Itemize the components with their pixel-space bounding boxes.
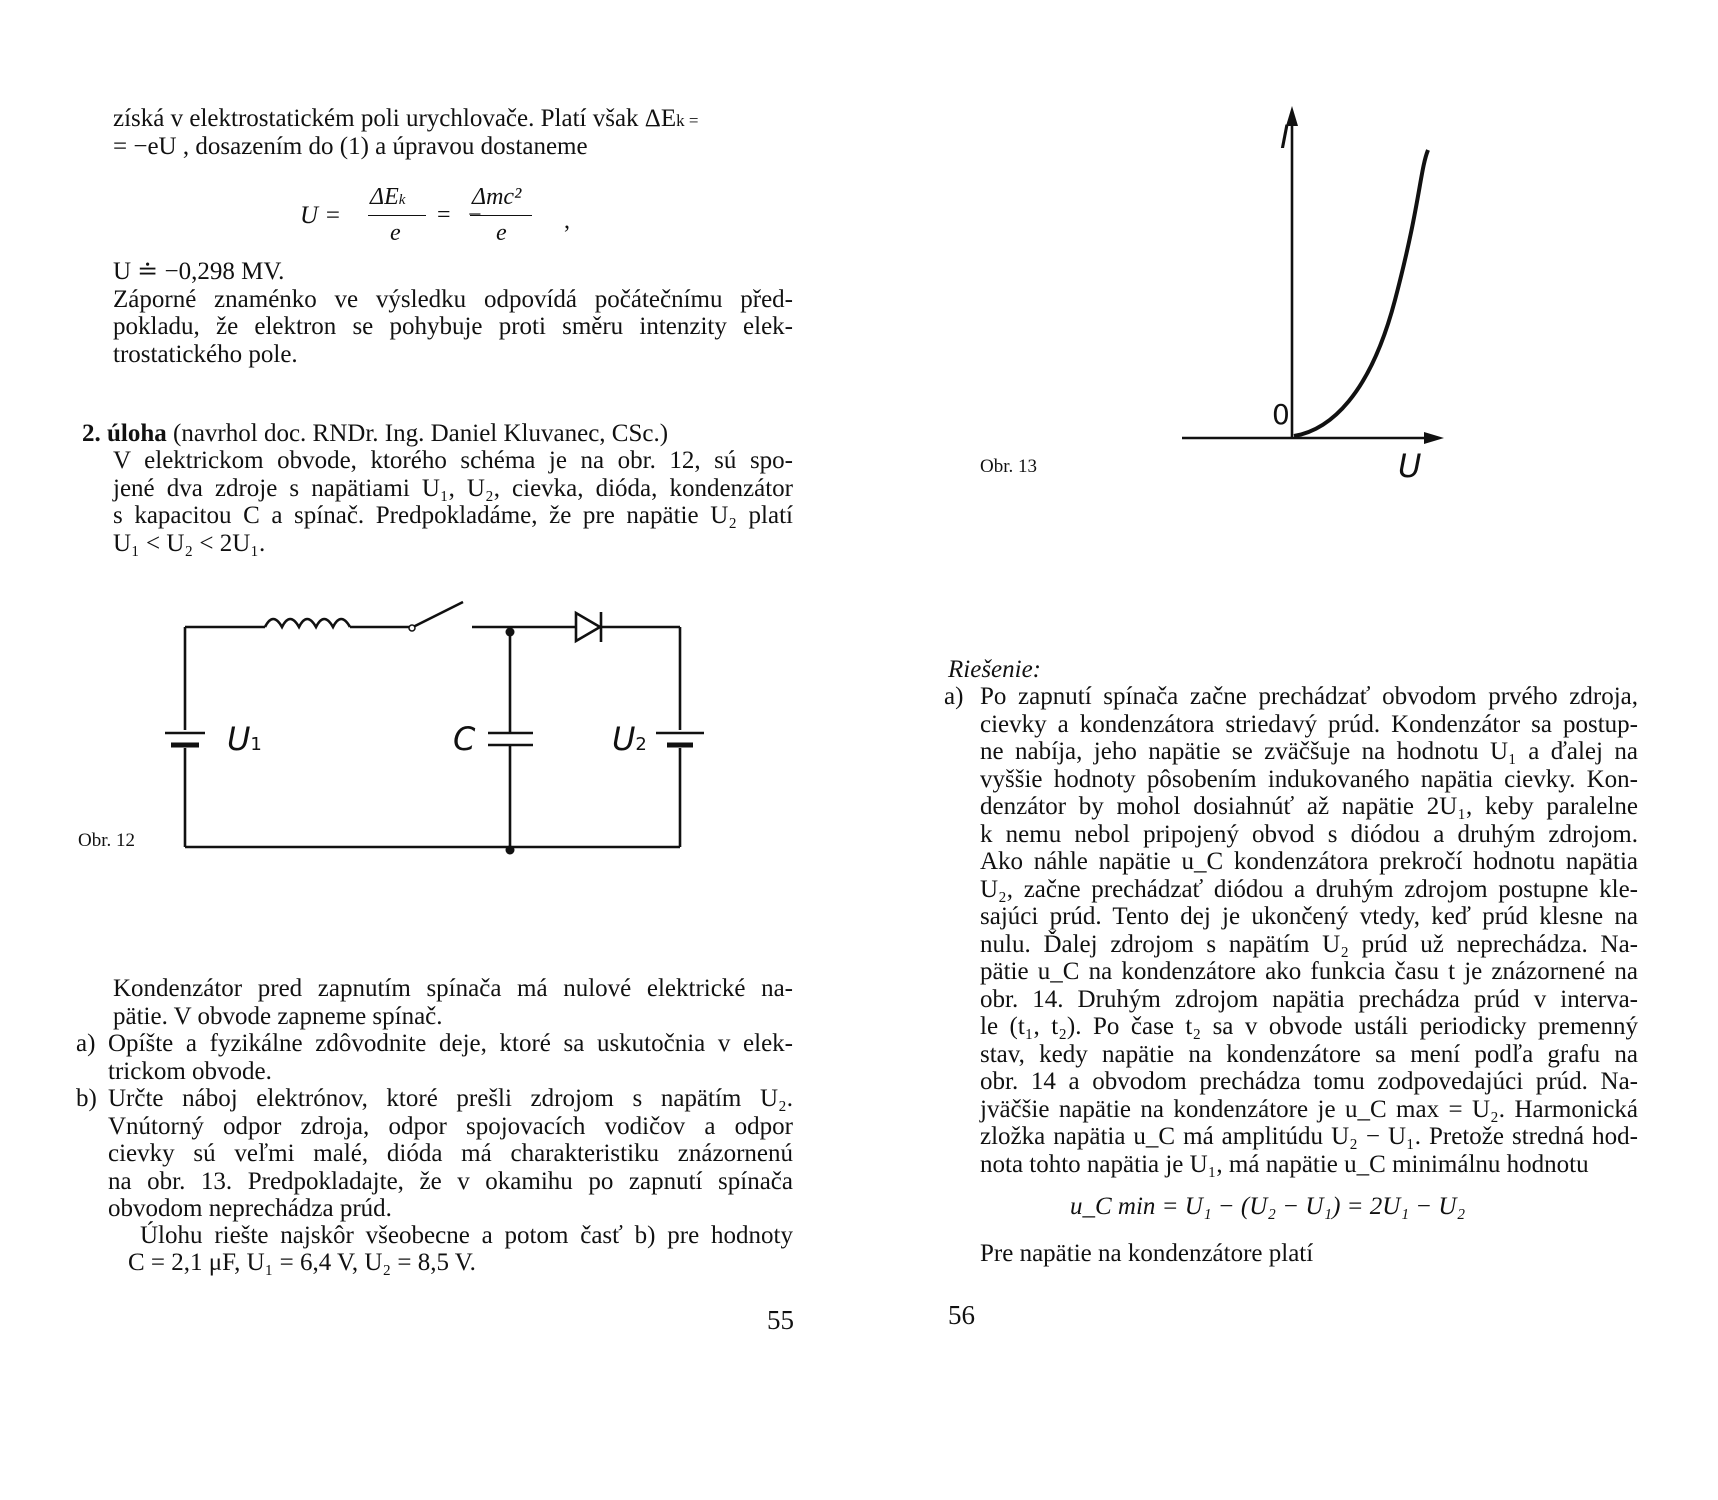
- item-a-line-2: trickom obvode.: [108, 1057, 272, 1085]
- formula-comma: ,: [564, 208, 570, 234]
- characteristic-curve: [1294, 150, 1428, 436]
- label-U1: U1: [227, 720, 262, 758]
- solution-title: Riešenie:: [948, 656, 1042, 683]
- conclusion-line-3: trostatického pole.: [113, 340, 298, 368]
- task-line-3: s kapacitou C a spínač. Predpokladáme, že pre napätie U₂ platí: [113, 502, 793, 529]
- task-number: 2.: [82, 420, 101, 447]
- junction-bottom: [506, 846, 515, 855]
- intro-line-1-tail: k =: [676, 111, 699, 130]
- x-axis-arrow: [1424, 432, 1444, 444]
- intro-line-2: = −eU , dosazením do (1) a úpravou dostaneme: [113, 132, 588, 160]
- formula-minus: −: [468, 202, 482, 228]
- solution-line-7: Ako náhle napätie u_C kondenzátora prekročí hodnotu napätia: [980, 848, 1638, 875]
- item-b-line-2: Vnútorný odpor zdroja, odpor spojovacích vodičov a odpor: [108, 1112, 793, 1140]
- label-C: C: [453, 720, 476, 758]
- item-b-line-4: na obr. 13. Predpokladajte, že v okamihu po zapnutí spínača: [108, 1167, 793, 1195]
- label-U2: U2: [612, 720, 647, 758]
- caption-obr12: Obr. 12: [78, 830, 135, 851]
- graph-label-I: I: [1280, 118, 1290, 156]
- inductor: [265, 619, 350, 627]
- task-line-1: V elektrickom obvode, ktorého schéma je na obr. 12, sú spo-: [113, 447, 793, 474]
- final-line-1: Úlohu riešte najskôr všeobecne a potom časť b) pre hodnoty: [140, 1222, 793, 1249]
- switch-contact: [409, 625, 415, 631]
- solution-line-12: obr. 14. Druhým zdrojom napätia prechádza prúd v interva-: [980, 985, 1638, 1013]
- after-line-1: Kondenzátor pred zapnutím spínača má nulové elektrické na-: [113, 975, 793, 1002]
- solution-line-17: zložka napätia u_C má amplitúdu U₂ − U₁. Pretože stredná hod-: [980, 1123, 1638, 1150]
- item-b-line-3: cievky sú veľmi malé, dióda má charakteristiku znázornenú: [108, 1140, 793, 1167]
- formula-den2: e: [496, 220, 507, 246]
- item-b: [108, 1085, 793, 1223]
- task-line-2: jené dva zdroje s napätiami U₁, U₂, cievka, dióda, kondenzátor: [113, 474, 793, 502]
- task-word: úloha: [107, 420, 167, 447]
- item-b-line-1: Určte náboj elektrónov, ktoré prešli zdrojom s napätím U₂.: [108, 1085, 793, 1112]
- graph-label-U: U: [1398, 447, 1422, 485]
- formula-eq: =: [437, 202, 451, 228]
- formula-den1: e: [390, 220, 401, 246]
- solution-line-18: nota tohto napätia je U₁, má napätie u_C minimálnu hodnotu: [980, 1150, 1589, 1178]
- formula-num2: Δmc²: [472, 184, 522, 210]
- diode-triangle: [576, 613, 600, 641]
- after-line-2: pätie. V obvode zapneme spínač.: [113, 1002, 443, 1030]
- item-a-marker: a): [76, 1030, 96, 1057]
- item-b-marker: b): [76, 1085, 97, 1112]
- formula-lhs: U =: [300, 202, 342, 229]
- solution-line-10: nulu. Ďalej zdrojom s napätím U₂ prúd už neprechádza. Na-: [980, 930, 1638, 958]
- item-a: [108, 1030, 793, 1085]
- after-paragraph: [113, 975, 793, 1030]
- page-number-right: 56: [948, 1300, 975, 1330]
- item-a-line-1: Opíšte a fyzikálne zdôvodnite deje, ktoré sa uskutočnia v elek-: [108, 1030, 793, 1057]
- solution-line-3: ne nabíja, jeho napätie se zväčšuje na hodnotu U₁ a ďalej na: [980, 738, 1638, 765]
- diode-characteristic-graph: [860, 0, 1718, 520]
- solution-line-1: Po zapnutí spínača začne prechádzať obvodom prvého zdroja,: [980, 683, 1638, 710]
- formula-uc-min: u_C min = U₁ − (U₂ − U₁) = 2U₁ − U₂: [1070, 1193, 1466, 1220]
- result-line: U ≐ −0,298 MV.: [113, 258, 285, 285]
- final-paragraph: [140, 1222, 793, 1250]
- closing-line: Pre napätie na kondenzátore platí: [980, 1240, 1314, 1267]
- circuit-diagram: [0, 0, 860, 900]
- page-number-left: 55: [767, 1305, 794, 1335]
- solution-line-8: U₂, začne prechádzať diódou a druhým zdrojom postupne kle-: [980, 875, 1638, 903]
- solution-line-14: stav, kedy napätie na kondenzátore sa mení podľa grafu na: [980, 1040, 1638, 1068]
- solution-a-marker: a): [944, 683, 964, 710]
- caption-obr13: Obr. 13: [980, 456, 1037, 477]
- final-paragraph-values: [128, 1249, 793, 1277]
- formula-num1: ΔEk: [370, 184, 406, 210]
- solution-line-15: obr. 14 a obvodom prechádza tomu zodpovedajúci prúd. Na-: [980, 1068, 1638, 1095]
- right-page: [860, 0, 1718, 1500]
- final-line-2: C = 2,1 μF, U₁ = 6,4 V, U₂ = 8,5 V.: [128, 1249, 476, 1276]
- switch-blade: [413, 602, 463, 627]
- solution-line-4: vyššie hodnoty pôsobením indukovaného napätia cievky. Kon-: [980, 765, 1638, 793]
- solution-line-16: jväčšie napätie na kondenzátore je u_C max = U₂. Harmonická: [980, 1095, 1638, 1123]
- conclusion-line-2: pokladu, že elektron se pohybuje proti směru intenzity elek-: [113, 313, 793, 340]
- graph-label-origin: 0: [1272, 398, 1290, 431]
- solution-paragraph: [980, 683, 1638, 1178]
- junction-top: [506, 628, 515, 637]
- task-line-4: U₁ < U₂ < 2U₁.: [113, 529, 266, 557]
- solution-line-2: cievky a kondenzátora striedavý prúd. Kondenzátor sa postup-: [980, 710, 1638, 738]
- solution-line-9: sajúci prúd. Tento dej je ukončený vtedy, keď prúd klesne na: [980, 903, 1638, 930]
- solution-line-13: le (t₁, t₂). Po čase t₂ sa v obvode ustáli periodicky premenný: [980, 1013, 1638, 1040]
- solution-line-6: k nemu nebol pripojený obvod s diódou a druhým zdrojom.: [980, 820, 1638, 848]
- intro-line-1: získá v elektrostatickém poli urychlovače. Platí však ΔE: [113, 105, 677, 132]
- task-author: (navrhol doc. RNDr. Ing. Daniel Kluvanec, CSc.): [166, 420, 669, 447]
- solution-line-11: pätie u_C na kondenzátore ako funkcia času t je znázornené na: [980, 958, 1638, 985]
- conclusion-line-1: Záporné znaménko ve výsledku odpovídá počátečnímu před-: [113, 285, 793, 313]
- item-b-line-5: obvodom neprechádza prúd.: [108, 1195, 392, 1222]
- solution-line-5: denzátor by mohol dosiahnúť až napätie 2U₁, keby paralelne: [980, 793, 1638, 820]
